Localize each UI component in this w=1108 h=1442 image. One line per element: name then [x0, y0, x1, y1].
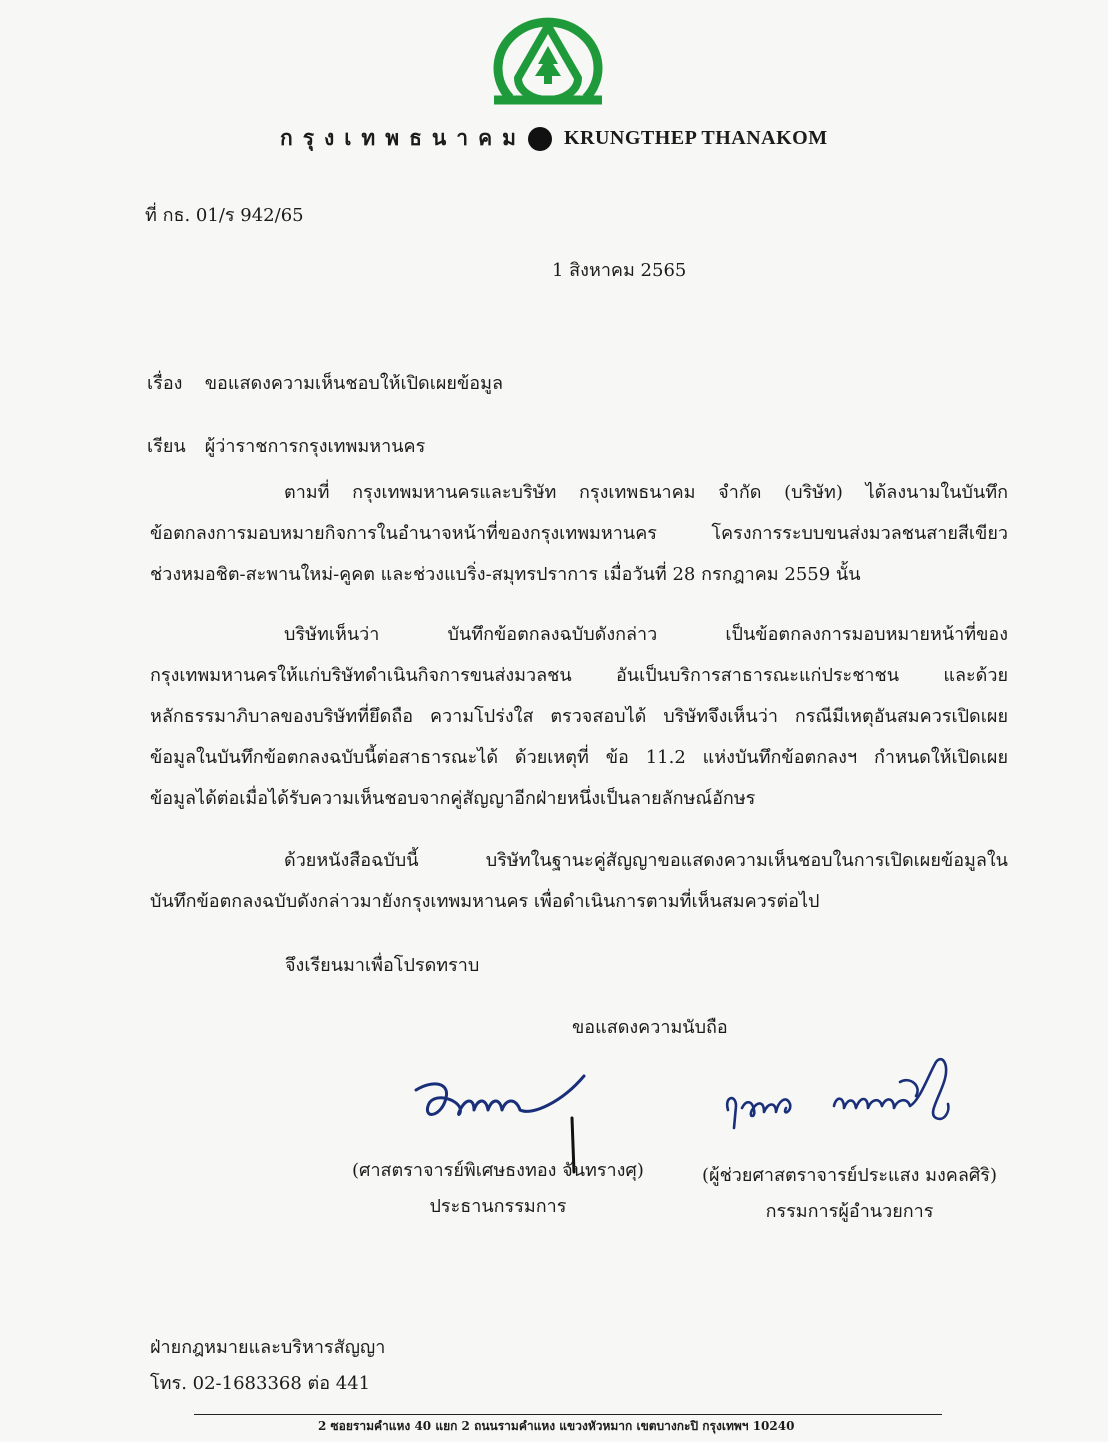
paragraph-line: หลักธรรมาภิบาลของบริษัทที่ยึดถือ ความโปร่งใส ตรวจสอบได้ บริษัทจึงเห็นว่า กรณีมีเหตุอันสมควรเปิดเผย [150, 706, 1008, 727]
paragraph-line: ช่วงหมอชิต-สะพานใหม่-คูคต และช่วงแบริ่ง-สมุทรปราการ เมื่อวันที่ 28 กรกฎาคม 2559 นั้น [150, 564, 861, 585]
signatory-position: ประธานกรรมการ [429, 1196, 567, 1217]
recipient-line [147, 431, 425, 460]
paragraph-line: ด้วยหนังสือฉบับนี้ บริษัทในฐานะคู่สัญญาขอแสดงความเห็นชอบในการเปิดเผยข้อมูลใน [284, 850, 1008, 871]
signatory-position: กรรมการผู้อำนวยการ [765, 1201, 934, 1222]
signature-managing-director-icon [722, 1056, 958, 1144]
company-name-english: KRUNGTHEP THANAKOM [563, 127, 828, 149]
department-name: ฝ่ายกฎหมายและบริหารสัญญา [150, 1337, 386, 1358]
signatory-chairman [352, 1153, 644, 1225]
phone-number: โทร. 02-1683368 ต่อ 441 [150, 1373, 371, 1394]
tree-drop-logo-icon [492, 12, 604, 110]
body-paragraph [150, 472, 1008, 595]
company-masthead [280, 122, 828, 155]
regards-line: ขอแสดงความนับถือ [572, 1017, 728, 1038]
company-name-thai: กรุงเทพธนาคม [280, 125, 526, 150]
footer-address: 2 ซอยรามคำแหง 40 แยก 2 ถนนรามคำแหง แขวงหัวหมาก เขตบางกะปิ กรุงเทพฯ 10240 [318, 1419, 795, 1433]
paragraph-line: ข้อตกลงการมอบหมายกิจการในอำนาจหน้าที่ของกรุงเทพมหานคร โครงการระบบขนส่งมวลชนสายสีเขียว [150, 523, 1008, 544]
paragraph-line: บริษัทเห็นว่า บันทึกข้อตกลงฉบับดังกล่าว เป็นข้อตกลงการมอบหมายหน้าที่ของ [284, 624, 1008, 645]
body-paragraph [150, 614, 1008, 819]
paragraph-line: กรุงเทพมหานครให้แก่บริษัทดำเนินกิจการขนส่งมวลชน อันเป็นบริการสาธารณะแก่ประชาชน และด้วย [150, 665, 1008, 686]
signatory-managing-director [702, 1158, 997, 1230]
recipient-text: ผู้ว่าราชการกรุงเทพมหานคร [204, 436, 426, 457]
footer-divider [194, 1414, 942, 1415]
reference-number: ที่ กธ. 01/ร 942/65 [145, 205, 304, 226]
subject-text: ขอแสดงความเห็นชอบให้เปิดเผยข้อมูล [204, 373, 503, 394]
paragraph-line: ข้อมูลได้ต่อเมื่อได้รับความเห็นชอบจากคู่สัญญาอีกฝ่ายหนึ่งเป็นลายลักษณ์อักษร [150, 788, 756, 809]
recipient-label: เรียน [147, 436, 186, 457]
closing-line: จึงเรียนมาเพื่อโปรดทราบ [285, 955, 480, 976]
subject-line [147, 368, 503, 397]
contact-block [150, 1330, 385, 1402]
signatory-name: (ศาสตราจารย์พิเศษธงทอง จันทรางศุ) [352, 1160, 644, 1181]
paragraph-line: ข้อมูลในบันทึกข้อตกลงฉบับนี้ต่อสาธารณะได้ ด้วยเหตุที่ ข้อ 11.2 แห่งบันทึกข้อตกลงฯ กำหนดให้เปิดเผย [150, 747, 1008, 768]
letter-date: 1 สิงหาคม 2565 [552, 260, 687, 281]
subject-label: เรื่อง [147, 373, 183, 394]
paragraph-line: ตามที่ กรุงเทพมหานครและบริษัท กรุงเทพธนาคม จำกัด (บริษัท) ได้ลงนามในบันทึก [284, 482, 1008, 503]
paragraph-line: บันทึกข้อตกลงฉบับดังกล่าวมายังกรุงเทพมหานคร เพื่อดำเนินการตามที่เห็นสมควรต่อไป [150, 891, 820, 912]
signatory-name: (ผู้ช่วยศาสตราจารย์ประแสง มงคลศิริ) [702, 1165, 997, 1186]
bullet-dot-icon [528, 127, 552, 151]
body-paragraph [150, 840, 1008, 922]
